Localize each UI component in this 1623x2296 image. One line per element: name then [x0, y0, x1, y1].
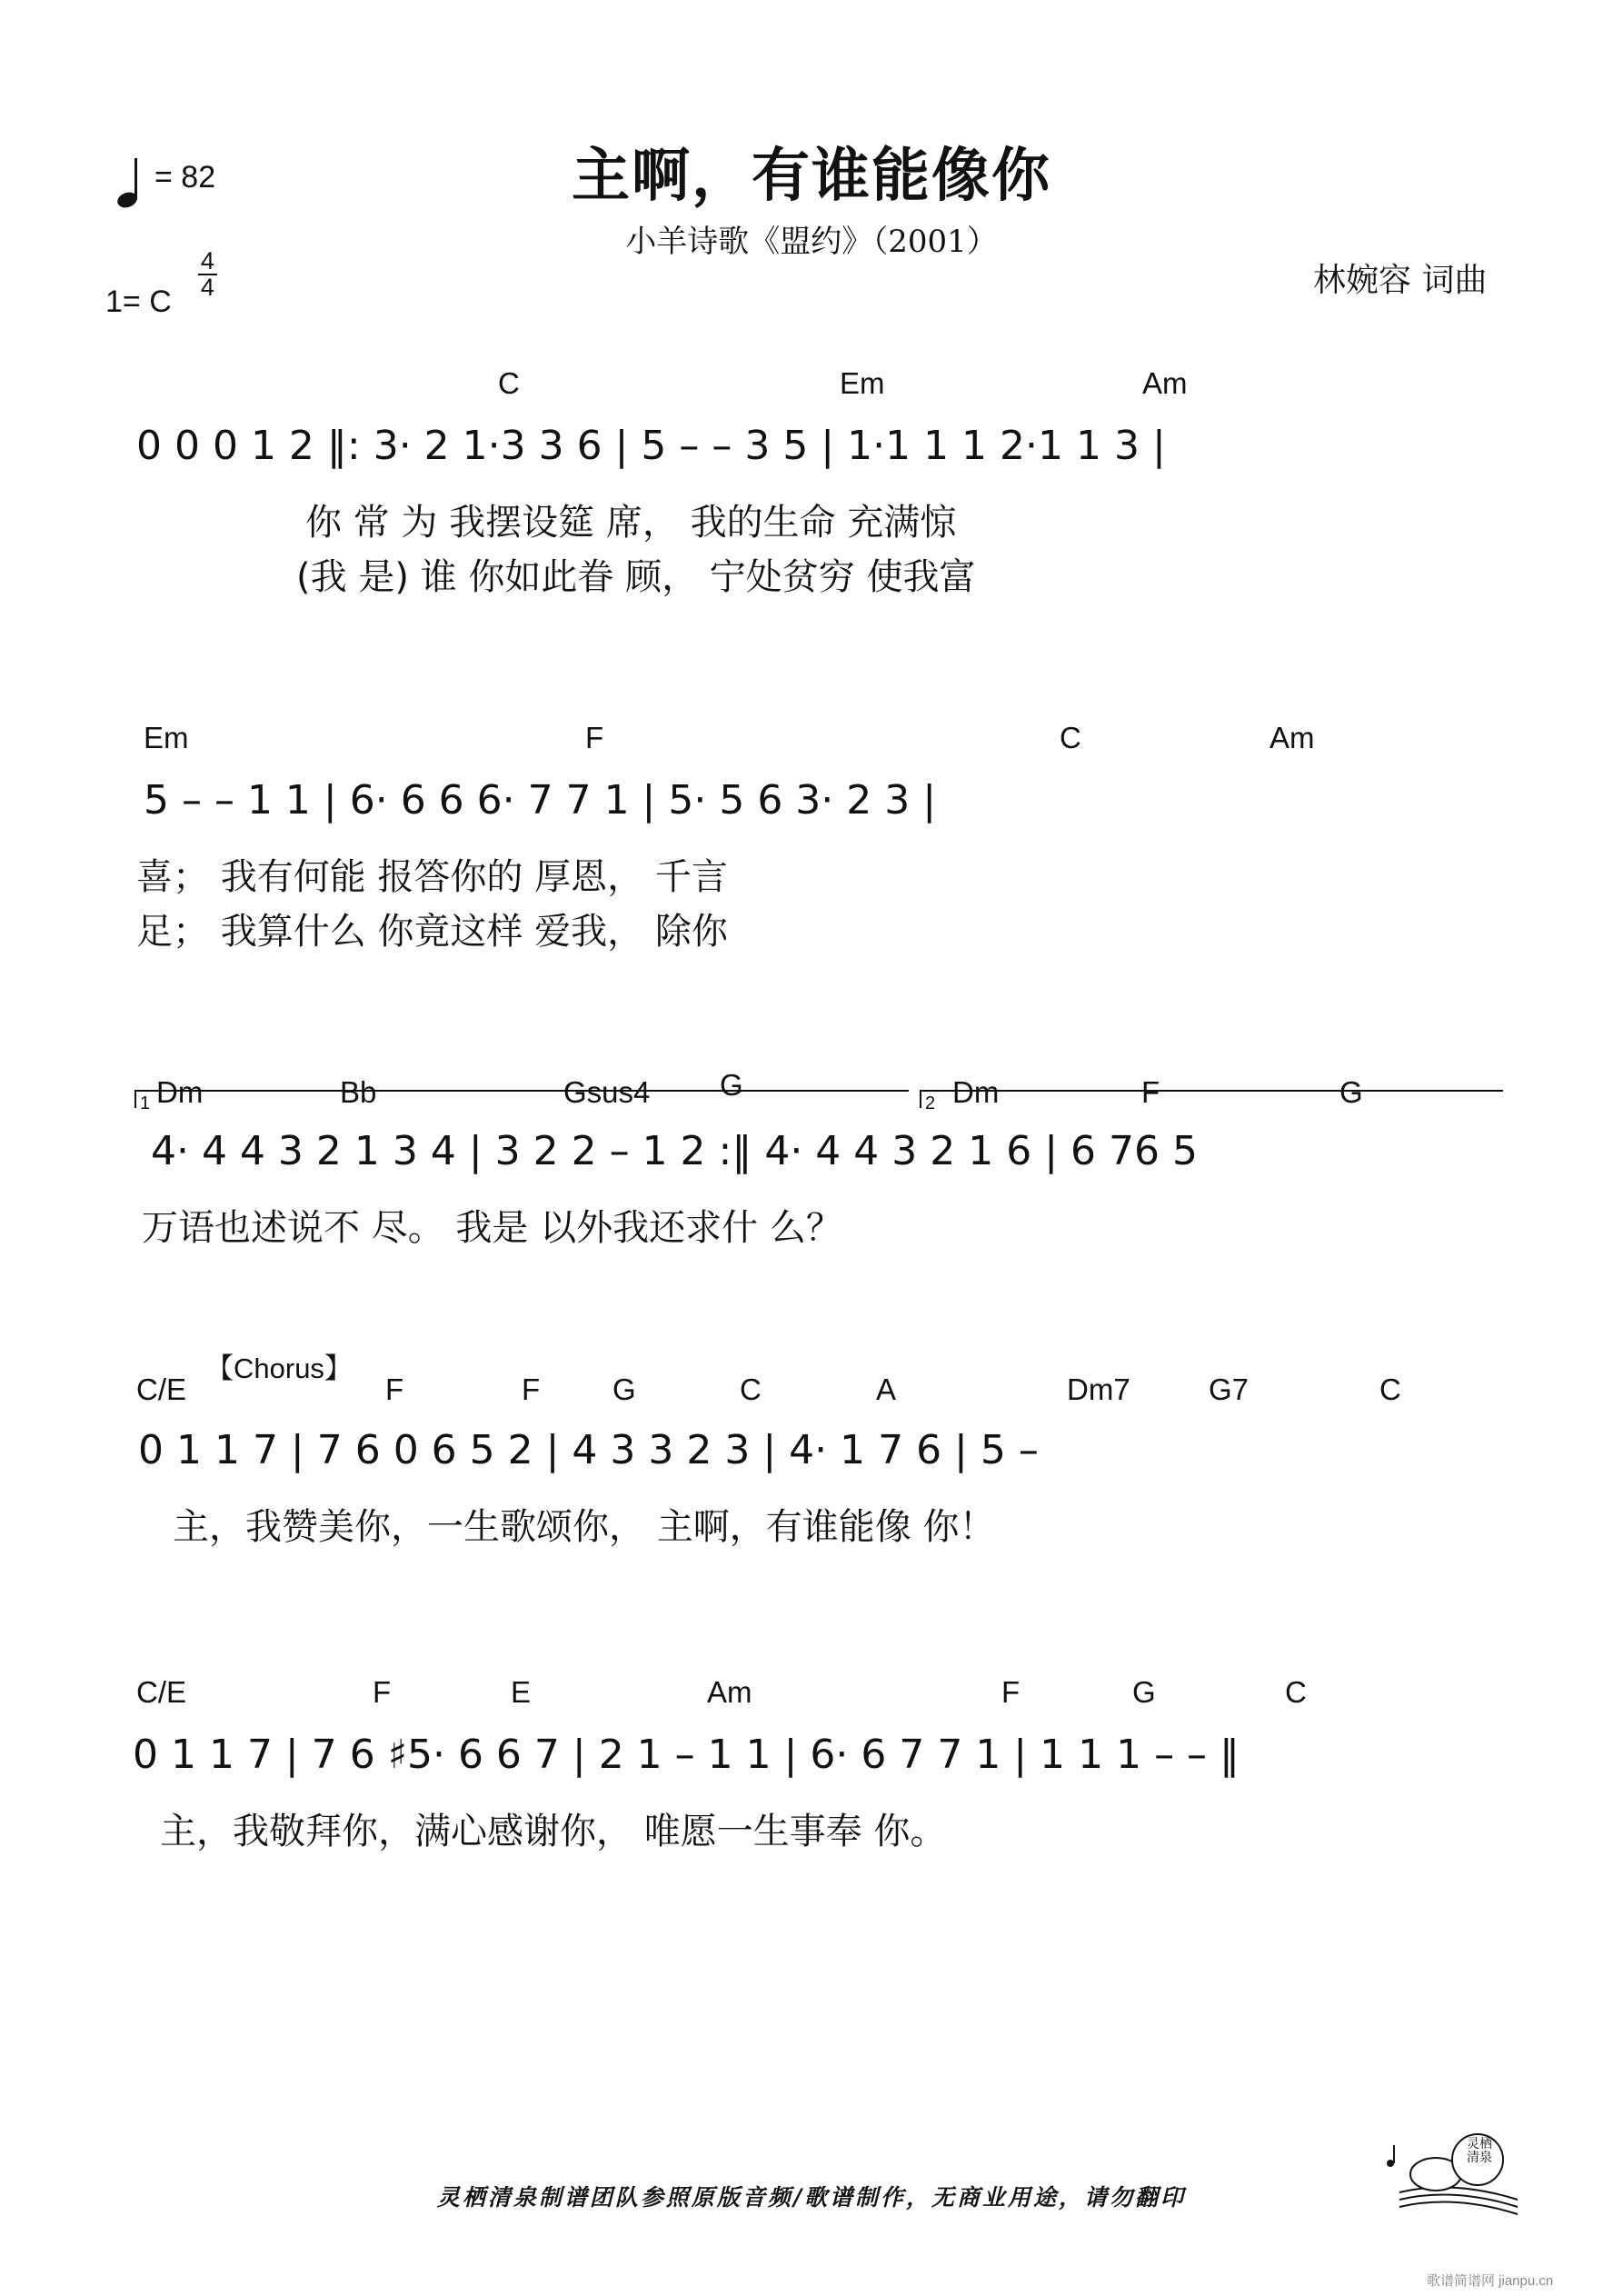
- chord-symbol: C: [1285, 1675, 1307, 1709]
- site-watermark: 歌谱简谱网 jianpu.cn: [1427, 2273, 1554, 2289]
- page-title: 主啊，有谁能像你: [572, 143, 1051, 210]
- chord-symbol: G: [1132, 1675, 1156, 1709]
- chord-symbol: C: [1060, 721, 1081, 754]
- chord-symbol: Am: [707, 1675, 752, 1709]
- ending-number: 1: [140, 1093, 151, 1113]
- chord-symbol: E: [511, 1675, 532, 1709]
- lyric-verse-1: 主，我敬拜你，满心感谢你， 唯愿一生事奉 你。: [160, 1811, 947, 1852]
- logo-text: 灵栖清泉: [1467, 2137, 1492, 2165]
- chord-symbol: C/E: [136, 1675, 187, 1709]
- chord-symbol: F: [385, 1373, 404, 1406]
- notation-row: 5 – – 1 1 | 6· 6 6 6· 7 7 1 | 5· 5 6 3· 2 3 |: [144, 777, 937, 824]
- chord-symbol: G: [612, 1373, 636, 1406]
- chord-symbol: C: [1379, 1373, 1401, 1406]
- chord-symbol: Em: [144, 721, 189, 754]
- chord-symbol: F: [522, 1373, 541, 1406]
- notation-row: 0 1 1 7 | 7 6 0 6 5 2 | 4 3 3 2 3 | 4· 1 7 6 | 5 –: [138, 1427, 1039, 1473]
- subtitle: 小羊诗歌《盟约》（2001）: [625, 224, 998, 260]
- chord-symbol: C: [740, 1373, 762, 1406]
- sheep-logo-icon: [1381, 2127, 1527, 2218]
- ending-number: 2: [925, 1093, 936, 1113]
- chord-symbol: F: [1141, 1075, 1160, 1109]
- staff-line-2: [0, 714, 1623, 953]
- lyric-verse-1: 万语也述说不 尽。 我是 以外我还求什 么？: [142, 1207, 842, 1249]
- chord-symbol: Dm7: [1067, 1373, 1130, 1406]
- time-signature: [198, 249, 217, 300]
- notation-row: 0 1 1 7 | 7 6 ♯5· 6 6 7 | 2 1 – 1 1 | 6· 6 7 7 1 | 1 1 1 – – ‖: [133, 1732, 1240, 1778]
- chord-symbol: Dm: [952, 1075, 1000, 1109]
- lyric-verse-1: 主，我赞美你，一生歌颂你， 主啊，有谁能像 你！: [173, 1506, 996, 1548]
- volta-bracket-2: [920, 1090, 1503, 1113]
- chord-symbol: F: [585, 721, 604, 754]
- chord-symbol: Dm: [156, 1075, 204, 1109]
- staff-line-1: [0, 359, 1623, 598]
- chord-symbol: A: [876, 1373, 897, 1406]
- notation-row: 0 0 0 1 2 ‖: 3· 2 1·3 3 6 | 5 – – 3 5 | 1·1 1 1 2·1 1 3 |: [136, 423, 1166, 469]
- time-bottom: 4: [200, 274, 214, 301]
- staff-line-4: [0, 1345, 1623, 1572]
- key-label: 1= C: [105, 285, 172, 319]
- footer-notice: 灵栖清泉制谱团队参照原版音频/歌谱制作，无商业用途，请勿翻印: [436, 2184, 1187, 2211]
- chord-symbol: C: [498, 366, 520, 400]
- logo: [1381, 2127, 1527, 2227]
- lyric-verse-1: 喜； 我有何能 报答你的 厚恩， 千言: [136, 856, 728, 898]
- chord-symbol: F: [373, 1675, 392, 1709]
- lyric-verse-2: (我 是) 谁 你如此眷 顾， 宁处贫穷 使我富: [296, 556, 976, 598]
- volta-bracket-1: [134, 1090, 909, 1113]
- chord-symbol: F: [1001, 1675, 1021, 1709]
- chord-symbol: Gsus4: [563, 1075, 651, 1109]
- time-top: 4: [198, 249, 217, 275]
- composer-credit: 林婉容 词曲: [1313, 262, 1488, 299]
- chord-symbol: Am: [1142, 366, 1188, 400]
- chord-symbol: Em: [840, 366, 885, 400]
- chord-symbol: G: [1339, 1075, 1363, 1109]
- lyric-verse-1: 你 常 为 我摆设筵 席， 我的生命 充满惊: [305, 502, 957, 544]
- chord-symbol: Am: [1270, 721, 1315, 754]
- chord-symbol: Bb: [340, 1075, 377, 1109]
- tempo-value: = 82: [154, 160, 216, 195]
- staff-line-5: [0, 1668, 1623, 1895]
- chord-symbol: G: [720, 1068, 743, 1102]
- chord-symbol: C/E: [136, 1373, 187, 1406]
- key-signature: [105, 247, 214, 319]
- staff-line-3: [0, 1068, 1623, 1268]
- lyric-verse-2: 足； 我算什么 你竟这样 爱我， 除你: [136, 911, 728, 953]
- chorus-label: 【Chorus】: [205, 1353, 353, 1384]
- notation-row: 4· 4 4 3 2 1 3 4 | 3 2 2 – 1 2 :‖ 4· 4 4 3 2 1 6 | 6 76 5: [151, 1128, 1198, 1174]
- chord-symbol: G7: [1209, 1373, 1250, 1406]
